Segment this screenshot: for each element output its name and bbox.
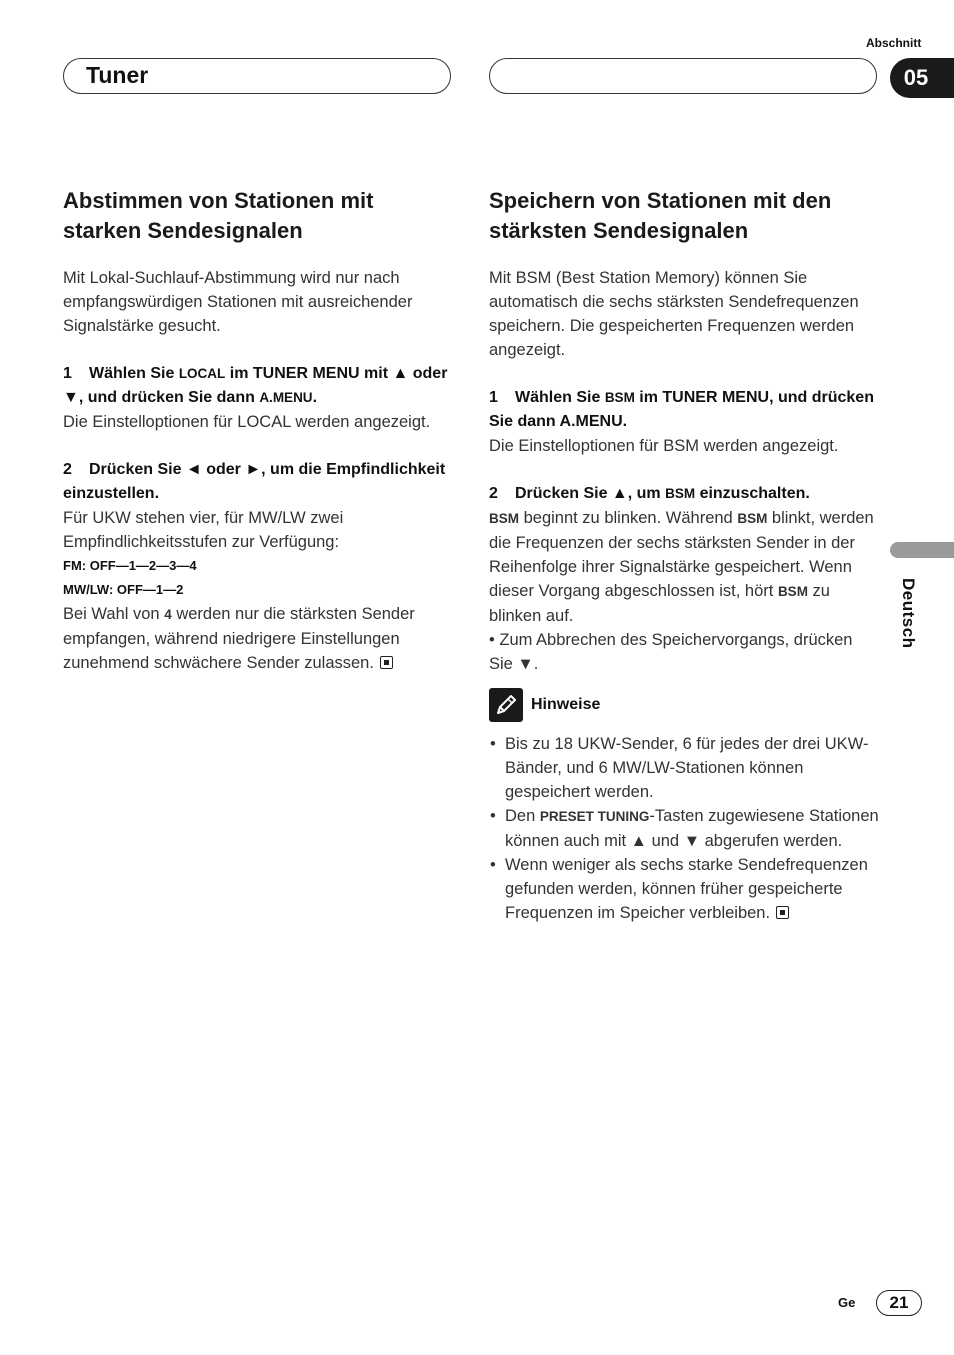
right-step-1 (489, 386, 879, 434)
right-step-2 (489, 482, 879, 506)
notes-header (489, 688, 879, 722)
step-text: mit ▲ oder ▼, und drücken Sie dann (63, 365, 448, 406)
end-mark-icon (776, 906, 789, 919)
note-text: Den (505, 807, 536, 825)
paragraph-text: beginnt zu blinken. Während (523, 509, 733, 527)
note-item (489, 804, 879, 853)
step-text: im (229, 365, 249, 382)
left-step-1 (63, 362, 453, 410)
chapter-title: Tuner (86, 62, 149, 88)
section-label: Abschnitt (866, 36, 922, 50)
language-code: Ge (838, 1295, 856, 1310)
paragraph-text: zu blinken auf. (489, 582, 830, 625)
right-heading: Speichern von Stationen mit den stärksten Sendesignalen (489, 188, 832, 243)
paragraph-text: blinkt, werden die Frequenzen der sechs stärksten Sender in der Reihenfolge ihrer Signalstärke gespeichert. Wenn dieser Vorgang abgeschlossen ist, hört (489, 509, 874, 600)
chapter-number-badge: 05 (890, 58, 954, 98)
language-tab-marker (890, 542, 954, 558)
note-text: Wenn weniger als sechs starke Sendefrequenzen gefunden werden, können früher gespeicherte Frequenzen im Speicher verbleiben. (505, 856, 868, 922)
cancel-instruction: • Zum Abbrechen des Speichervorgangs, drücken Sie ▼. (489, 631, 853, 673)
note-text: -Tasten zugewiesene Stationen können auch mit ▲ und ▼ abgerufen werden. (505, 807, 879, 850)
local-keyword: LOCAL (178, 366, 226, 381)
step-number: 2 (63, 461, 72, 478)
right-step-1-result: Die Einstelloptionen für BSM werden angezeigt. (489, 437, 839, 455)
notes-pen-icon (489, 688, 523, 722)
amenu-keyword: A.MENU (259, 390, 313, 405)
mw-levels: MW/LW: OFF—1—2 (63, 582, 184, 597)
bsm-keyword: BSM (665, 486, 696, 501)
left-heading: Abstimmen von Stationen mit starken Sendesignalen (63, 188, 374, 243)
right-column (489, 186, 879, 925)
step-text: Drücken Sie ◄ oder ►, um die Empfindlichkeit einzustellen. (63, 461, 446, 502)
notes-title: Hinweise (531, 696, 601, 713)
preset-tuning-keyword: PRESET TUNING (539, 809, 650, 824)
left-column (63, 186, 453, 675)
step-number: 2 (489, 485, 498, 502)
step-text: im (639, 389, 658, 406)
bsm-keyword: BSM (489, 511, 519, 526)
fm-levels: FM: OFF—1—2—3—4 (63, 558, 197, 573)
level-number: 4 (164, 607, 172, 622)
note-item (489, 853, 879, 925)
step-text: Drücken Sie ▲, um (515, 485, 661, 502)
left-intro: Mit Lokal-Suchlauf-Abstimmung wird nur nach empfangswürdigen Stationen mit ausreichender Signalstärke gesucht. (63, 269, 413, 335)
step-text: einzuschalten. (699, 485, 810, 502)
tuner-menu-keyword: TUNER MENU (252, 365, 360, 382)
note-item: • Bis zu 18 UKW-Sender, 6 für jedes der drei UKW-Bänder, und 6 MW/LW-Stationen können gespeichert werden. (489, 732, 879, 804)
step-number: 1 (489, 389, 498, 406)
language-label: Deutsch (899, 578, 918, 649)
right-intro: Mit BSM (Best Station Memory) können Sie automatisch die sechs stärksten Sendefrequenzen speichern. Die gespeicherten Frequenzen werden angezeigt. (489, 269, 859, 359)
step-text: , und drücken Sie dann A.MENU. (489, 389, 874, 430)
left-step-1-result: Die Einstelloptionen für LOCAL werden angezeigt. (63, 413, 431, 431)
step-text: Wählen Sie (515, 389, 601, 406)
paragraph-text: werden nur die stärksten Sender empfangen, während niedrigere Einstellungen zunehmend schwächere Sender zulassen. (63, 605, 415, 672)
bsm-keyword: BSM (777, 584, 808, 599)
chapter-subtitle-frame (489, 58, 877, 94)
bsm-keyword: BSM (604, 390, 635, 405)
page-number: 21 (876, 1290, 922, 1316)
step-number: 1 (63, 365, 72, 382)
right-step-2-result (489, 506, 879, 628)
end-mark-icon (380, 656, 393, 669)
left-final-paragraph (63, 602, 453, 675)
step-text: . (312, 389, 318, 406)
tuner-menu-keyword: TUNER MENU (662, 389, 770, 406)
step-text: Wählen Sie (89, 365, 175, 382)
left-step-2-result: Für UKW stehen vier, für MW/LW zwei Empfindlichkeitsstufen zur Verfügung: (63, 509, 344, 551)
notes-list (489, 732, 879, 925)
bsm-keyword: BSM (737, 511, 768, 526)
left-step-2 (63, 458, 453, 506)
paragraph-text: Bei Wahl von (63, 605, 160, 623)
